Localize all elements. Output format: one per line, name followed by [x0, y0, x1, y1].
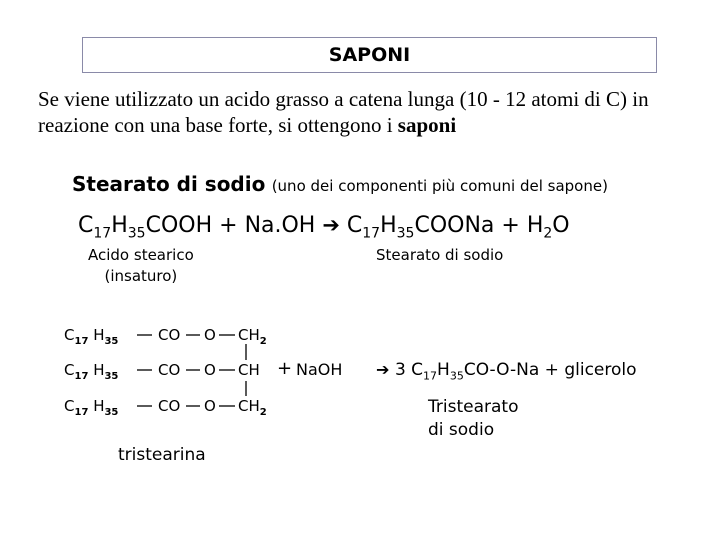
label-tristearato: Tristearato di sodio	[428, 397, 519, 440]
label-acido-stearico: Acido stearico (insaturo)	[88, 246, 194, 285]
heading-main: Stearato di sodio	[72, 172, 266, 196]
ch-middle: CH	[238, 361, 260, 379]
page-title: SAPONI	[328, 44, 411, 66]
heading-note: (uno dei componenti più comuni del sapone)	[271, 177, 608, 195]
co-2: CO	[158, 361, 181, 379]
o-3: O	[204, 397, 216, 415]
co-1: CO	[158, 326, 181, 344]
label-stearato: Stearato di sodio	[376, 246, 504, 264]
reactant2: Na.OH	[244, 213, 316, 238]
co-3: CO	[158, 397, 181, 415]
label-tristearina: tristearina	[118, 445, 206, 465]
chain-2: $C_{17}$ $H_{35}$	[64, 361, 119, 382]
reaction-saponification: ➔ 3 $C_{17}H_{35}CO-O-Na$ + glicerolo	[376, 360, 637, 383]
ch2-top: $CH_2$	[238, 326, 267, 347]
intro-bold: saponi	[397, 113, 457, 137]
arrow-right-icon: ➔	[322, 213, 340, 237]
product1: $C_{17}H_{35}COONa$	[346, 213, 495, 242]
plus-sign-2: +	[501, 213, 520, 238]
arrow-right-icon-2: ➔	[376, 360, 390, 379]
o-1: O	[204, 326, 216, 344]
o-2: O	[204, 361, 216, 379]
reactant1: $C_{17}H_{35}COOH$	[78, 213, 213, 242]
plus-sign: +	[219, 213, 238, 238]
plus-sign-3: +	[277, 358, 293, 379]
chain-3: $C_{17}$ $H_{35}$	[64, 397, 119, 418]
intro-text: Se viene utilizzato un acido grasso a catena lunga (10 - 12 atomi di C) in reazione con una base forte, si ottengono i	[38, 87, 649, 137]
chain-1: $C_{17}$ $H_{35}$	[64, 326, 119, 347]
ch2-bottom: $CH_2$	[238, 397, 267, 418]
naoh: NaOH	[296, 360, 343, 379]
product2: $H_2O$	[526, 213, 570, 242]
